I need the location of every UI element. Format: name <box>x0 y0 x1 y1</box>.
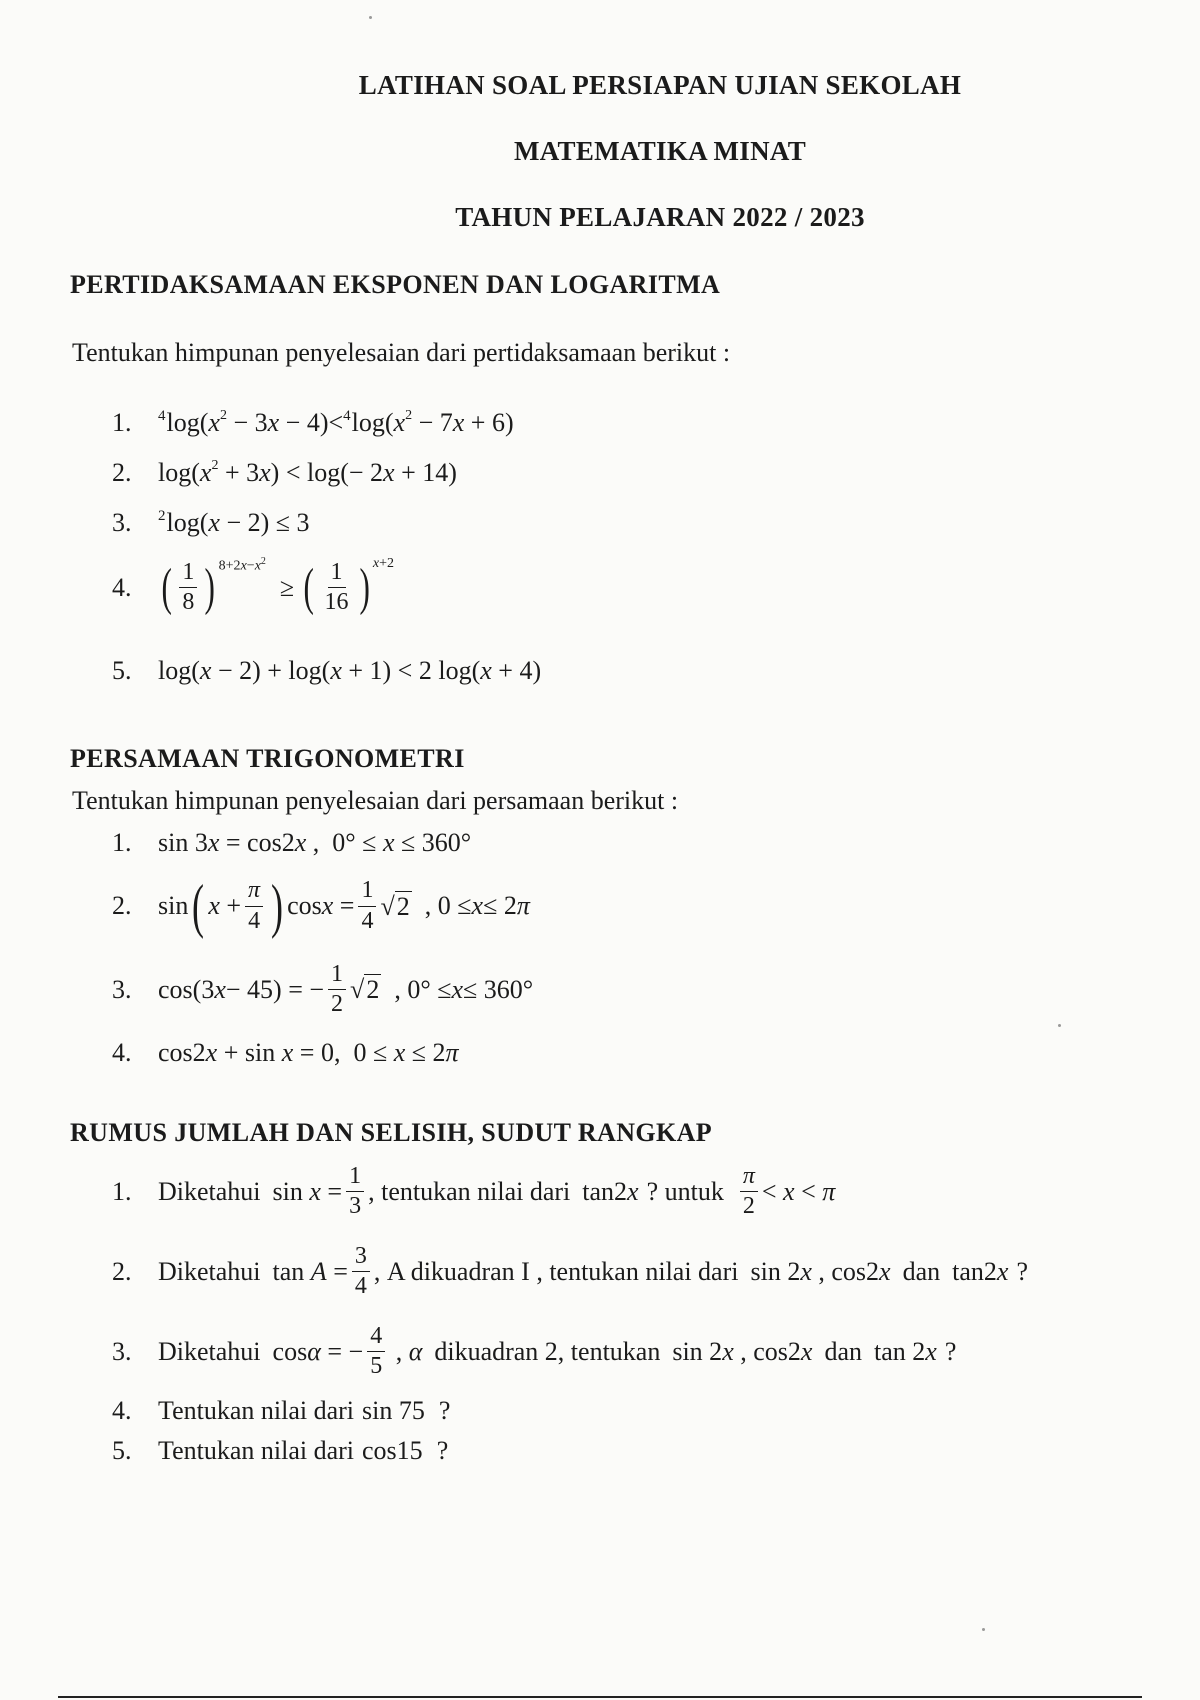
title-line-3: TAHUN PELAJARAN 2022 / 2023 <box>455 202 865 232</box>
q1-middle: , tentukan nilai dari <box>368 1176 571 1206</box>
q5-expression: cos15 <box>362 1436 423 1465</box>
section2-instruction: Tentukan himpunan penyelesaian dari persamaan berikut : <box>72 786 679 815</box>
q2-and: dan <box>902 1256 941 1286</box>
q5-text: Tentukan nilai dari <box>158 1436 355 1465</box>
q5-end: ? <box>436 1436 449 1465</box>
q3-middle: dikuadran 2, tentukan <box>434 1336 661 1366</box>
section-heading-sum-difference: RUMUS JUMLAH DAN SELISIH, SUDUT RANGKAP <box>70 1118 713 1147</box>
math-expression: log(x − 2) + log(x + 1) < 2 log(x + 4) <box>158 656 542 685</box>
math-expression: $^2$log(x − 2) ≤ 3 <box>158 508 310 537</box>
math-expression: ( $\frac{1}{8}$ ) $8+2x-x^2$ ≥ ( $\frac{1}{16}$ ) x+2 <box>161 556 394 616</box>
problem-2-2 <box>112 873 530 939</box>
q1-prefix: Diketahui <box>158 1176 261 1206</box>
problem-2-4 <box>112 1038 459 1068</box>
q2-prefix: Diketahui <box>158 1256 261 1286</box>
q3-prefix: Diketahui <box>158 1336 261 1366</box>
math-expression: , α <box>389 1336 423 1366</box>
problem-1-2 <box>112 458 457 488</box>
section-heading-trig-equation: PERSAMAAN TRIGONOMETRI <box>70 744 465 773</box>
problem-2-1 <box>112 828 471 858</box>
q4-end: ? <box>438 1396 451 1425</box>
problem-2-3 <box>112 962 533 1017</box>
item-number: 1. <box>112 408 132 437</box>
q4-text: Tentukan nilai dari <box>158 1396 355 1425</box>
math-expression: tan2x <box>952 1256 1009 1286</box>
problem-1-1 <box>112 408 514 438</box>
problem-1-5 <box>112 656 541 686</box>
problem-1-3 <box>112 508 310 538</box>
item-number: 2. <box>112 458 132 487</box>
problem-1-4 <box>112 556 394 616</box>
item-number: 4. <box>112 1038 132 1067</box>
section1-instruction: Tentukan himpunan penyelesaian dari pertidaksamaan berikut : <box>72 338 731 367</box>
title-line-1: LATIHAN SOAL PERSIAPAN UJIAN SEKOLAH <box>358 70 962 100</box>
math-expression: cos2x + sin x = 0, 0 ≤ x ≤ 2π <box>158 1038 459 1067</box>
math-expression: sin 3x = cos2x , 0° ≤ x ≤ 360° <box>158 828 472 857</box>
item-number: 2. <box>112 1256 132 1286</box>
item-number: 1. <box>112 1176 132 1206</box>
q1-question: ? untuk <box>646 1176 724 1206</box>
section-heading-exponent-log: PERTIDAKSAMAAN EKSPONEN DAN LOGARITMA <box>70 270 721 299</box>
math-expression: $\log(x^2 + 3x) < \log(- 2x + 14)$ <box>158 458 457 487</box>
math-expression: sin 2x , cos2x <box>750 1256 891 1286</box>
math-expression: sin 2x , cos2x <box>672 1336 813 1366</box>
math-expression: sin x = <box>272 1176 343 1206</box>
problem-3-4 <box>112 1396 450 1426</box>
math-expression: $^4\log(x^2 - 3x - 4)<^4\log(x^2 - 7x + 6)$ <box>158 408 514 437</box>
math-expression: cosα = − <box>272 1336 364 1366</box>
math-expression: tan A = <box>272 1256 348 1286</box>
problem-3-1: 1. Diketahui sin x = $\frac{1}{3}$ , tentukan nilai dari tan2x ? untuk $\frac{\pi}{2}$ < x < π <box>112 1163 836 1220</box>
item-number: 4. <box>112 572 132 602</box>
math-expression: sin ( x + $\frac{\pi}{4}$ ) cos x = $\frac{1}{4}$ √ 2 , 0 ≤ x ≤ 2 π <box>158 873 530 939</box>
q4-expression: sin 75 <box>362 1396 425 1425</box>
item-number: 4. <box>112 1396 132 1425</box>
scan-speck <box>1058 1024 1061 1027</box>
item-number: 3. <box>112 1336 132 1366</box>
math-expression: tan 2x <box>874 1336 937 1366</box>
problem-3-5 <box>112 1436 448 1466</box>
problem-3-2: 2. Diketahui tan A = $\frac{3}{4}$ , A dikuadran I , tentukan nilai dari sin 2x , cos2x dan tan2x ? <box>112 1243 1028 1300</box>
title-line-2: MATEMATIKA MINAT <box>513 136 807 166</box>
math-expression: < x < π <box>761 1176 836 1206</box>
scan-speck <box>369 16 372 19</box>
item-number: 5. <box>112 1436 132 1465</box>
q2-end: ? <box>1016 1256 1028 1286</box>
item-number: 3. <box>112 974 132 1004</box>
item-number: 5. <box>112 656 132 685</box>
bottom-rule <box>58 1696 1142 1698</box>
q3-end: ? <box>944 1336 957 1366</box>
item-number: 3. <box>112 508 132 537</box>
q2-middle: A dikuadran I , tentukan nilai dari <box>386 1256 739 1286</box>
q3-and: dan <box>824 1336 862 1366</box>
math-expression: cos(3 x − 45) = − $\frac{1}{2}$ √ 2 , 0° ≤ x ≤ 360° <box>158 961 534 1018</box>
problem-3-3: 3. Diketahui cosα = − $\frac{4}{5}$ , α dikuadran 2, tentukan sin 2x , cos2x dan tan 2x ? <box>112 1323 957 1380</box>
math-expression: tan2x <box>582 1176 639 1206</box>
item-number: 2. <box>112 891 132 920</box>
item-number: 1. <box>112 828 132 857</box>
scan-speck <box>982 1628 985 1631</box>
